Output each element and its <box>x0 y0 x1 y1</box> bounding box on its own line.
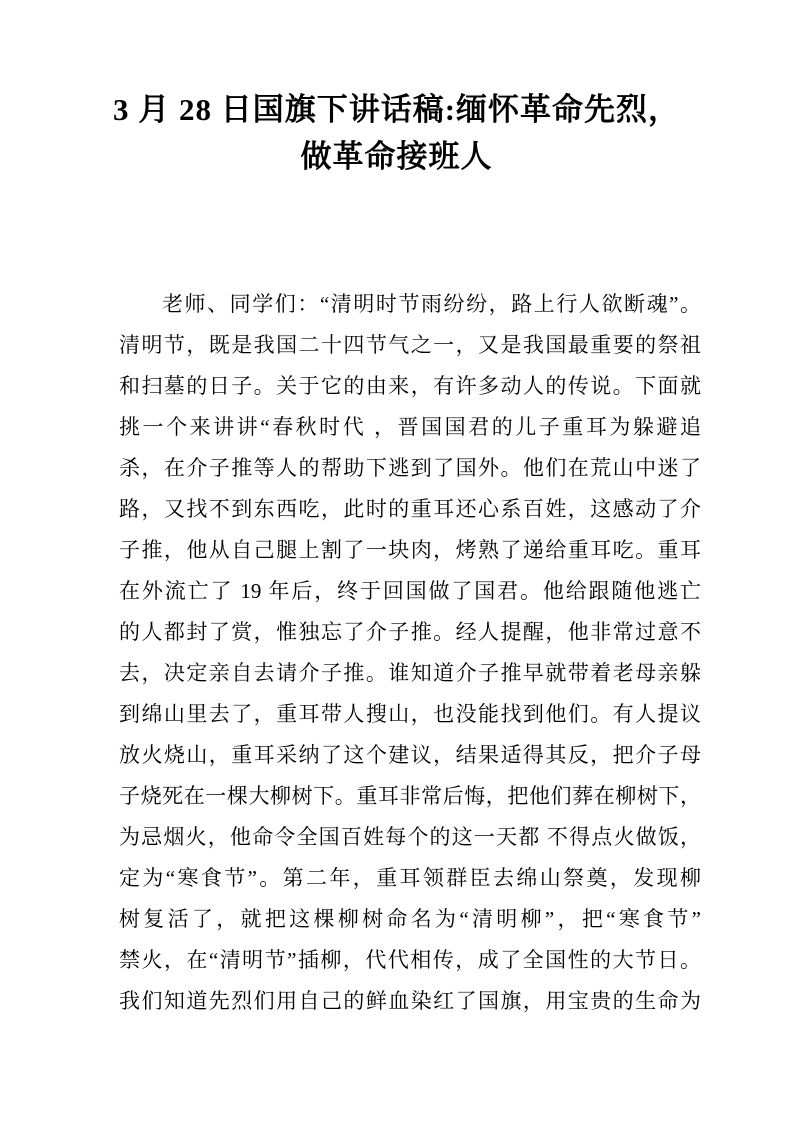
text-line-4: 挑一个来讲讲“春秋时代 ，晋国国君的儿子重耳为躲避追 <box>119 415 701 439</box>
text-line-3: 和扫墓的日子。关于它的由来，有许多动人的传说。下面就 <box>119 374 701 398</box>
text-line-6: 路，又找不到东西吃，此时的重耳还心系百姓，这感动了介 <box>119 497 701 521</box>
text-line-5: 杀，在介子推等人的帮助下逃到了国外。他们在荒山中迷了 <box>119 456 701 480</box>
document-body <box>119 284 701 1022</box>
title-line-2: 做革命接班人 <box>300 139 493 174</box>
text-line-2: 清明节，既是我国二十四节气之一，又是我国最重要的祭祖 <box>119 333 701 357</box>
text-line-9: 的人都封了赏，惟独忘了介子推。经人提醒，他非常过意不 <box>119 620 701 644</box>
text-line-7: 子推，他从自己腿上割了一块肉，烤熟了递给重耳吃。重耳 <box>119 538 701 562</box>
text-line-17: 禁火，在“清明节”插柳，代代相传，成了全国性的大节日。 <box>119 948 701 972</box>
text-line-8: 在外流亡了 19 年后，终于回国做了国君。他给跟随他逃亡 <box>119 579 701 603</box>
text-line-16: 树复活了，就把这棵柳树命名为“清明柳”，把“寒食节” <box>119 907 701 931</box>
text-line-11: 到绵山里去了，重耳带人搜山，也没能找到他们。有人提议 <box>119 702 701 726</box>
text-line-15: 定为“寒食节”。第二年，重耳领群臣去绵山祭奠，发现柳 <box>119 866 701 890</box>
document-title <box>0 0 793 180</box>
text-line-18: 我们知道先烈们用自己的鲜血染红了国旗，用宝贵的生命为 <box>119 989 701 1013</box>
text-line-1: 老师、同学们：“清明时节雨纷纷，路上行人欲断魂”。 <box>162 292 701 316</box>
text-line-12: 放火烧山，重耳采纳了这个建议，结果适得其反，把介子母 <box>119 743 701 767</box>
title-line-1: 3 月 28 日国旗下讲话稿:缅怀革命先烈， <box>112 92 681 127</box>
text-line-14: 为忌烟火，他命令全国百姓每个的这一天都 不得点火做饭， <box>119 825 701 849</box>
text-line-13: 子烧死在一棵大柳树下。重耳非常后悔，把他们葬在柳树下， <box>119 784 701 808</box>
text-line-10: 去，决定亲自去请介子推。谁知道介子推早就带着老母亲躲 <box>119 661 701 685</box>
